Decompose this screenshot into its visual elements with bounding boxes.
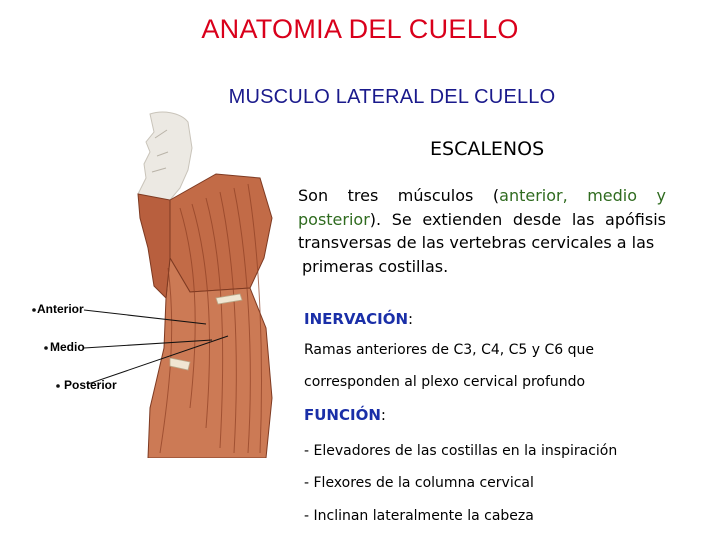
label-posterior: Posterior [64,378,117,392]
inervacion-line-2: corresponden al plexo cervical profundo [304,374,586,390]
funcion-item: - Elevadores de las costillas en la inspiración [304,443,618,459]
funcion-item: - Flexores de la columna cervical [304,475,534,491]
funcion-item: - Inclinan lateralmente la cabeza [304,508,534,524]
page-title: ANATOMIA DEL CUELLO [201,14,519,44]
description-paragraph: Son tres músculos (anterior, medio y posterior). Se extienden desde las apófisis transversas de las vertebras cervicales a las primeras costillas. [298,186,667,276]
funcion-heading: FUNCIÓN: [304,406,386,424]
section-heading: ESCALENOS [430,138,545,160]
label-medio: Medio [50,340,85,354]
neck-anatomy-drawing [20,108,290,458]
label-anterior: Anterior [37,302,84,316]
muscle-names: anterior, medio y posterior [298,186,667,229]
page-subtitle: MUSCULO LATERAL DEL CUELLO [228,86,556,108]
neck-muscle-illustration [20,108,290,458]
inervacion-line-1: Ramas anteriores de C3, C4, C5 y C6 que [304,342,595,358]
inervacion-heading: INERVACIÓN: [304,310,414,328]
